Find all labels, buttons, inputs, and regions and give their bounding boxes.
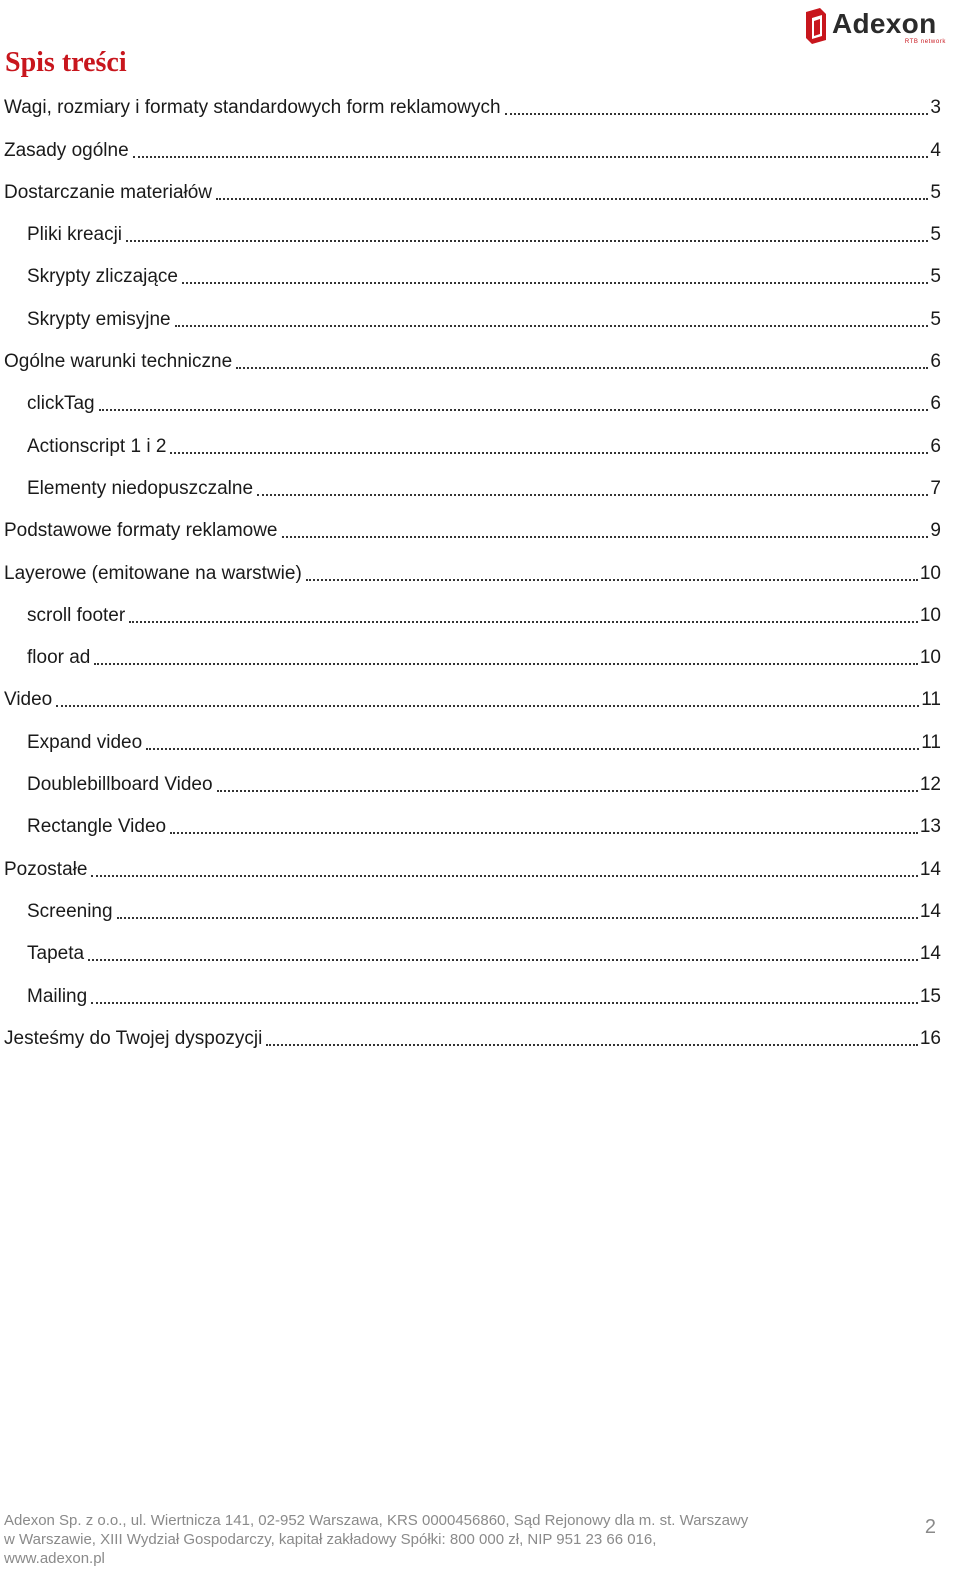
toc-entry[interactable] — [4, 336, 941, 378]
logo-wordmark: Adexon — [832, 8, 937, 39]
toc-entry-title: Mailing — [27, 985, 88, 1007]
toc-dot-leader — [306, 579, 918, 581]
toc-entry-page: 5 — [930, 266, 941, 288]
toc-dot-leader — [126, 240, 928, 242]
toc-dot-leader — [91, 875, 917, 877]
toc-entry-page: 14 — [919, 900, 941, 922]
toc-entry-title: clickTag — [27, 393, 95, 415]
toc-entry[interactable] — [4, 82, 941, 124]
toc-entry-page: 10 — [919, 647, 941, 669]
page-number: 2 — [924, 1516, 936, 1538]
toc-entry-title: floor ad — [27, 647, 91, 669]
toc-dot-leader — [266, 1044, 917, 1046]
toc-entry-page: 6 — [930, 351, 941, 373]
toc-dot-leader — [99, 409, 929, 411]
toc-entry[interactable] — [4, 886, 941, 928]
toc-entry[interactable] — [4, 124, 941, 166]
toc-entry[interactable] — [4, 505, 941, 547]
toc-entry-title: Ogólne warunki techniczne — [4, 351, 233, 373]
toc-entry[interactable] — [4, 251, 941, 293]
toc-entry-page: 10 — [919, 562, 941, 584]
toc-entry-page: 5 — [930, 181, 941, 203]
toc-entry-page: 7 — [930, 477, 941, 499]
toc-dot-leader — [146, 748, 919, 750]
footer — [4, 1511, 804, 1568]
toc-entry-title: Video — [4, 689, 53, 711]
toc-entry[interactable] — [4, 378, 941, 420]
toc-dot-leader — [182, 282, 928, 284]
toc-entry[interactable] — [4, 970, 941, 1012]
toc-dot-leader — [236, 367, 928, 369]
toc-entry-title: Doublebillboard Video — [27, 774, 213, 796]
toc-entry-page: 12 — [919, 774, 941, 796]
toc-entry-page: 9 — [930, 520, 941, 542]
toc-entry-page: 3 — [930, 97, 941, 119]
toc-dot-leader — [91, 1002, 918, 1004]
toc-entry-title: Jesteśmy do Twojej dyspozycji — [4, 1027, 263, 1049]
toc-dot-leader — [94, 663, 917, 665]
toc-entry-page: 14 — [919, 858, 941, 880]
toc-entry-title: Dostarczanie materiałów — [4, 181, 213, 203]
toc-entry-title: Layerowe (emitowane na warstwie) — [4, 562, 302, 584]
toc-entry-title: Elementy niedopuszczalne — [27, 477, 254, 499]
toc-entry-page: 16 — [919, 1027, 941, 1049]
toc-entry[interactable] — [4, 928, 941, 970]
toc-entry-title: Rectangle Video — [27, 816, 167, 838]
toc-entry-title: Podstawowe formaty reklamowe — [4, 520, 278, 542]
toc-entry[interactable] — [4, 547, 941, 589]
toc-entry[interactable] — [4, 632, 941, 674]
toc-entry-page: 6 — [930, 393, 941, 415]
toc-entry[interactable] — [4, 801, 941, 843]
toc-entry-title: Skrypty emisyjne — [27, 308, 171, 330]
toc-entry-page: 4 — [930, 139, 941, 161]
toc-entry[interactable] — [4, 674, 941, 716]
toc-entry-page: 11 — [921, 689, 941, 711]
toc-entry-page: 15 — [919, 985, 941, 1007]
toc-entry[interactable] — [4, 420, 941, 462]
adexon-logo — [802, 6, 948, 46]
toc-entry[interactable] — [4, 209, 941, 251]
toc-entry-title: Screening — [27, 900, 113, 922]
toc-dot-leader — [175, 325, 929, 327]
toc-entry-title: Expand video — [27, 731, 143, 753]
toc-list — [4, 82, 941, 1055]
toc-entry[interactable] — [4, 167, 941, 209]
toc-entry-title: Skrypty zliczające — [27, 266, 178, 288]
toc-entry-title: scroll footer — [27, 604, 126, 626]
toc-dot-leader — [129, 621, 918, 623]
toc-entry[interactable] — [4, 293, 941, 335]
toc-dot-leader — [170, 452, 928, 454]
toc-entry-title: Actionscript 1 i 2 — [27, 435, 167, 457]
toc-dot-leader — [282, 536, 929, 538]
toc-dot-leader — [56, 705, 919, 707]
toc-entry[interactable] — [4, 759, 941, 801]
toc-entry[interactable] — [4, 463, 941, 505]
toc-entry-page: 5 — [930, 224, 941, 246]
toc-dot-leader — [257, 494, 928, 496]
toc-entry[interactable] — [4, 716, 941, 758]
footer-line-2: w Warszawie, XIII Wydział Gospodarczy, kapitał zakładowy Spółki: 800 000 zł, NIP 951 23 66 016, — [4, 1531, 657, 1548]
toc-dot-leader — [117, 917, 918, 919]
toc-entry-page: 13 — [919, 816, 941, 838]
toc-entry-page: 6 — [930, 435, 941, 457]
toc-entry-title: Pliki kreacji — [27, 224, 123, 246]
toc-entry[interactable] — [4, 843, 941, 885]
toc-entry-page: 11 — [921, 731, 941, 753]
toc-entry-title: Wagi, rozmiary i formaty standardowych form reklamowych — [4, 97, 501, 119]
logo-subtitle: RTB network — [904, 39, 946, 45]
toc-dot-leader — [133, 156, 929, 158]
toc-entry-page: 10 — [919, 604, 941, 626]
adexon-logo-icon — [802, 6, 830, 46]
toc-entry-title: Tapeta — [27, 943, 85, 965]
toc-dot-leader — [216, 198, 928, 200]
toc-entry-page: 5 — [930, 308, 941, 330]
toc-title: Spis treści — [5, 47, 127, 78]
toc-entry-page: 14 — [919, 943, 941, 965]
toc-entry-title: Pozostałe — [4, 858, 88, 880]
toc-dot-leader — [505, 113, 929, 115]
toc-entry[interactable] — [4, 1013, 941, 1055]
toc-entry-title: Zasady ogólne — [4, 139, 129, 161]
toc-dot-leader — [217, 790, 918, 792]
footer-line-1: Adexon Sp. z o.o., ul. Wiertnicza 141, 02-952 Warszawa, KRS 0000456860, Sąd Rejonowy dla m. st. Warszawy — [4, 1512, 749, 1529]
toc-dot-leader — [88, 959, 918, 961]
footer-website-link[interactable]: www.adexon.pl — [4, 1550, 105, 1567]
toc-dot-leader — [170, 832, 918, 834]
toc-entry[interactable] — [4, 590, 941, 632]
